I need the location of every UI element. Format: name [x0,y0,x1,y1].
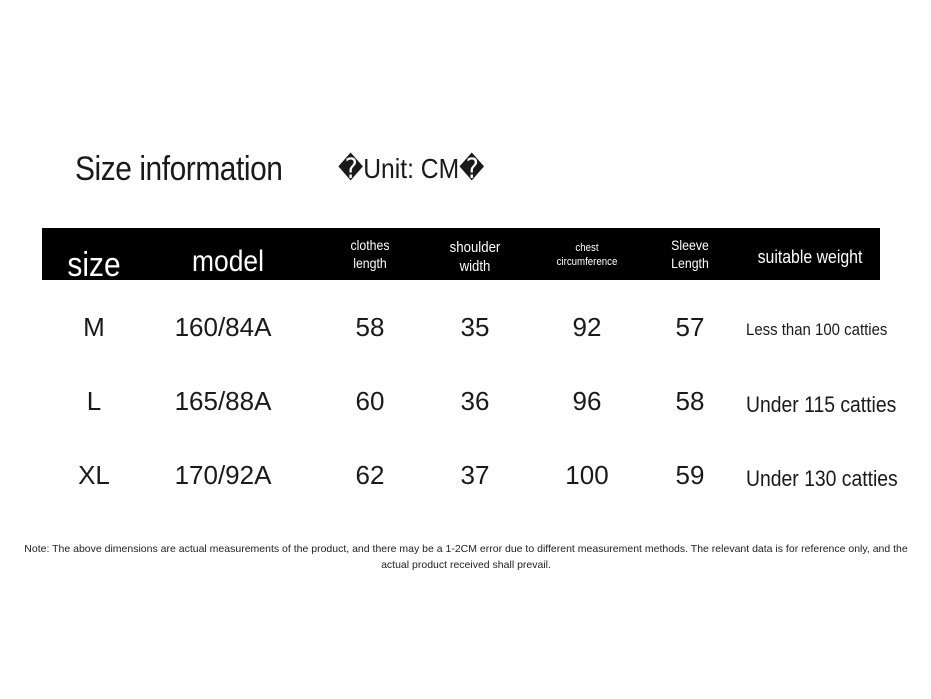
cell-model: 160/84A [174,312,272,342]
header-size: size [67,246,121,284]
header-shoulder-width-line1: shoulder [449,239,501,256]
cell-suitable-weight: Under 115 catties [746,392,897,417]
cell-clothes-length: 58 [355,312,385,342]
cell-size: M [83,312,105,342]
cell-sleeve-length: 58 [675,386,705,416]
header-chest-line2: circumference [556,255,618,268]
unit-label: �Unit: CM� [338,153,485,184]
cell-shoulder-width: 36 [460,386,490,416]
cell-size: XL [78,460,110,490]
header-sleeve-line2: Length [671,254,709,271]
cell-suitable-weight: Under 130 catties [746,466,898,491]
cell-shoulder-width: 37 [460,460,490,490]
header-chest-line1: chest [575,242,599,254]
cell-chest: 96 [572,386,602,416]
header-clothes-length-line2: length [353,254,387,271]
header-clothes-length [335,237,405,272]
header-shoulder-width-line2: width [459,257,491,275]
cell-size: L [86,386,102,416]
cell-chest: 100 [565,460,609,490]
header-sleeve-line1: Sleeve [671,237,709,253]
header-chest-circumference [546,242,629,270]
cell-sleeve-length: 57 [675,312,705,342]
cell-model: 170/92A [174,460,272,490]
cell-clothes-length: 60 [355,386,385,416]
header-clothes-length-line1: clothes [350,237,390,253]
cell-shoulder-width: 35 [460,312,490,342]
cell-sleeve-length: 59 [675,460,705,490]
size-info-title: Size information [75,150,283,188]
cell-chest: 92 [572,312,602,342]
header-model: model [192,245,264,278]
header-suitable-weight: suitable weight [757,247,863,267]
cell-suitable-weight: Less than 100 catties [746,320,888,339]
header-sleeve-length [659,237,721,272]
header-shoulder-width [435,239,514,277]
measurement-note: Note: The above dimensions are actual measurements of the product, and there may be a 1-2CM error due to different measurement methods. The relevant data is for reference only, and the actual product received shall prevail. [24,543,908,571]
cell-model: 165/88A [174,386,272,416]
cell-clothes-length: 62 [355,460,385,490]
